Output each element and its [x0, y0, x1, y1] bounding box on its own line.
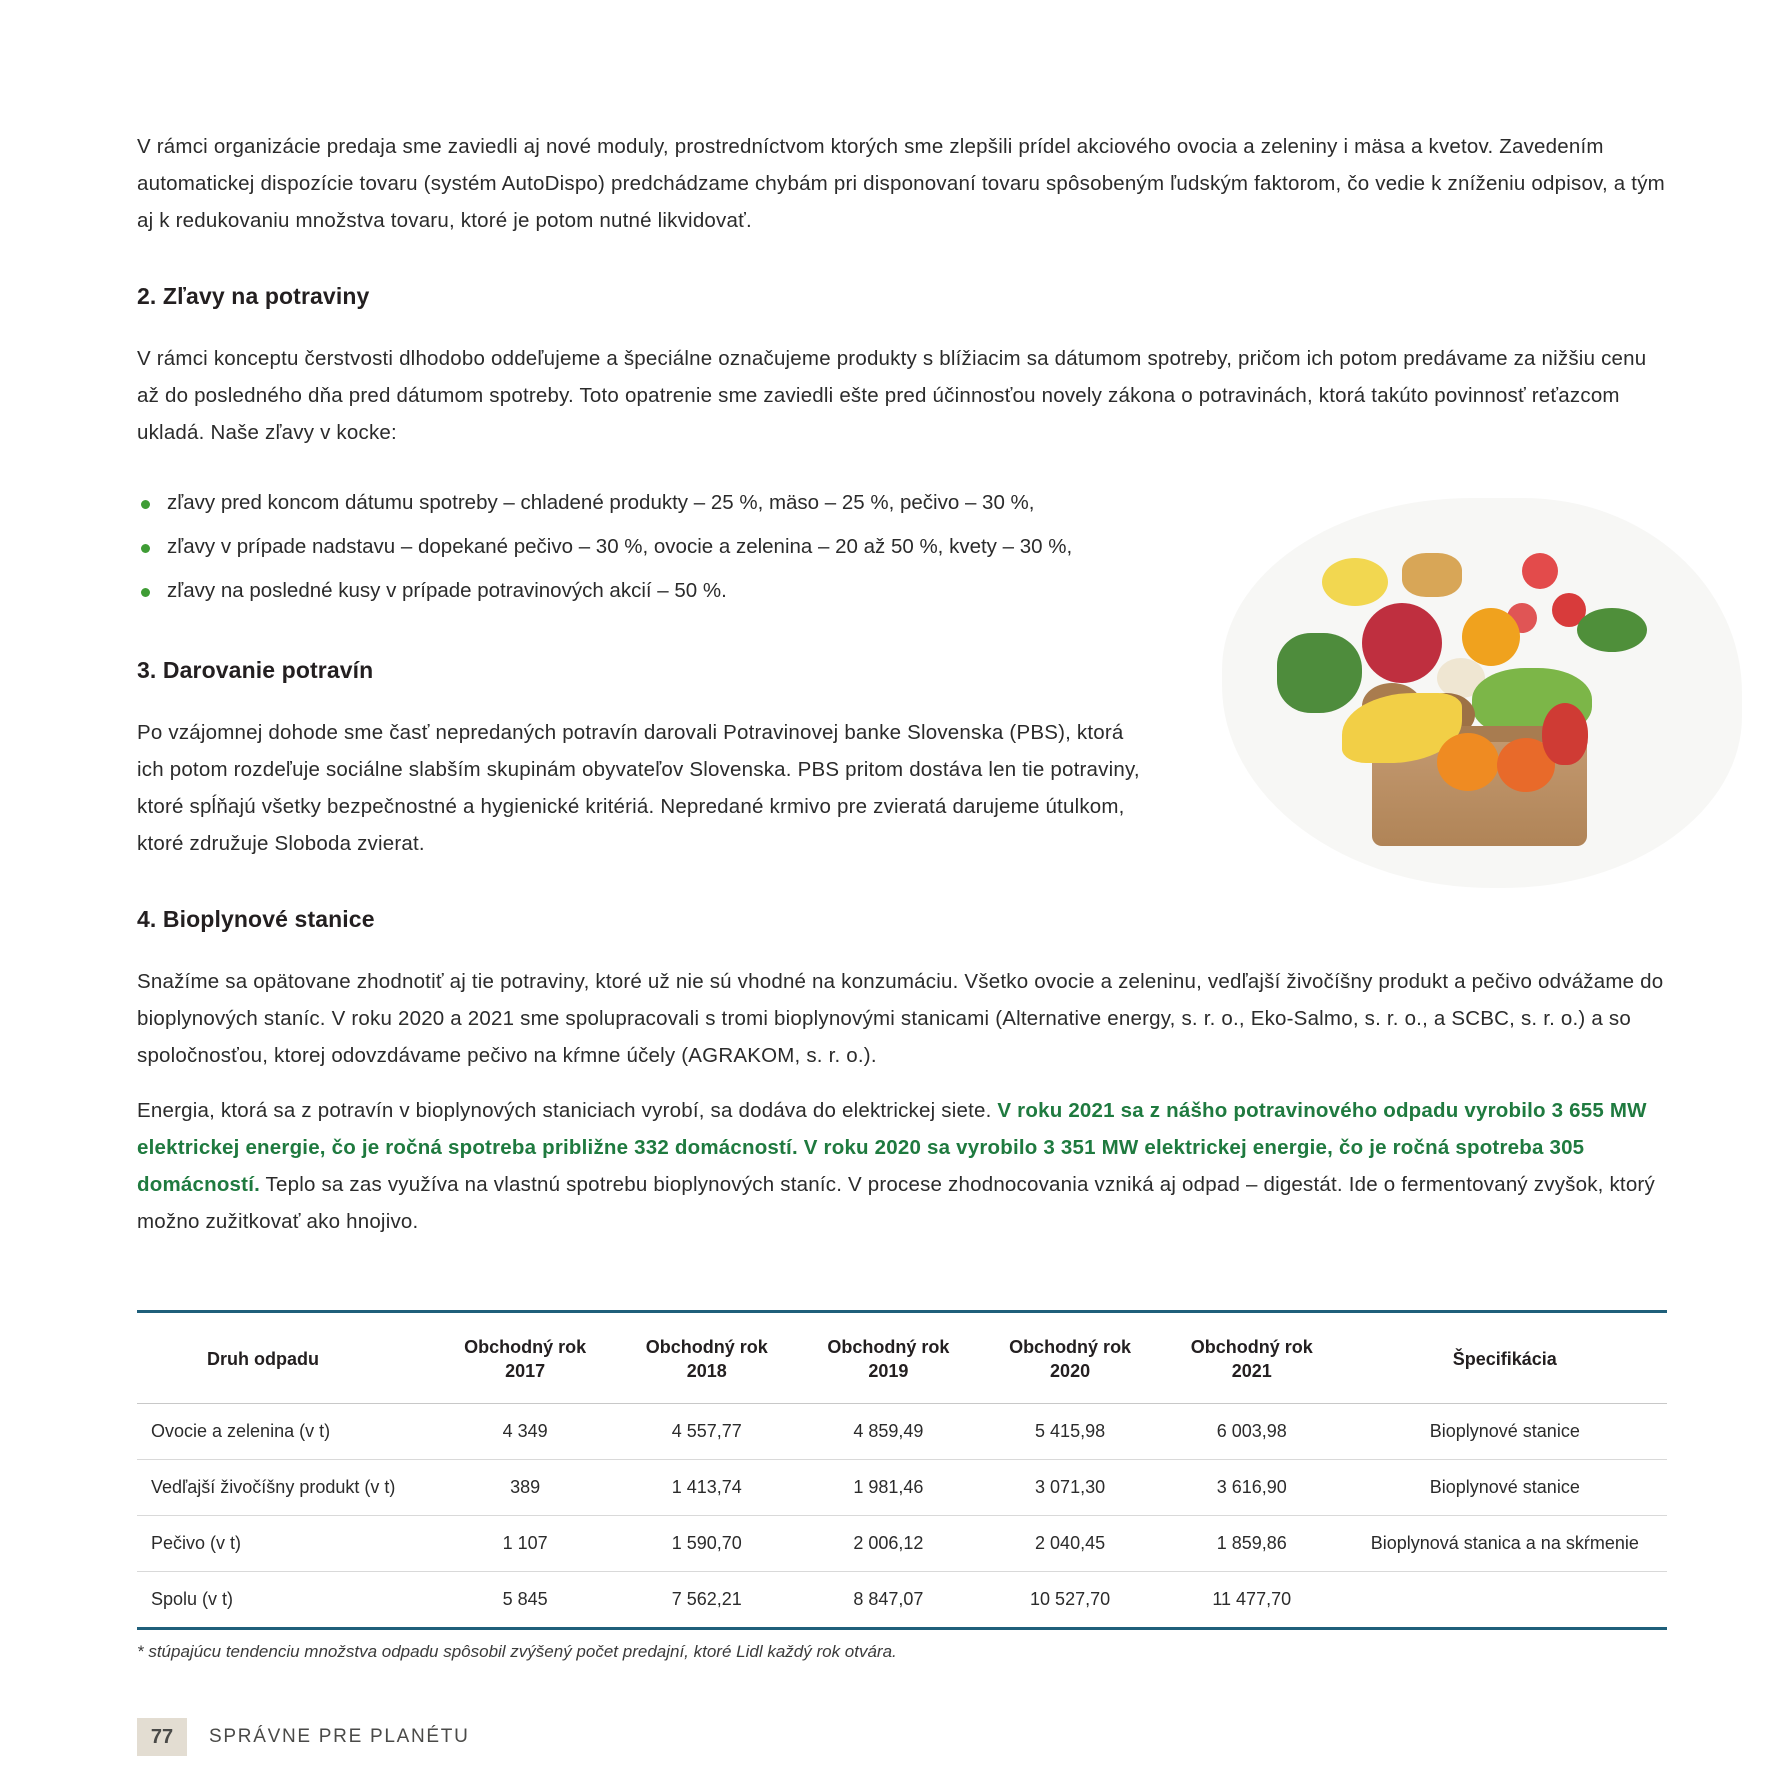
header-line-2: 2020 — [1050, 1361, 1091, 1381]
pepper-icon — [1542, 703, 1588, 765]
cell-waste-type: Vedľajší živočíšny produkt (v t) — [137, 1460, 434, 1516]
cell-specification: Bioplynové stanice — [1343, 1460, 1667, 1516]
cell-2019: 4 859,49 — [798, 1404, 980, 1460]
parsley-icon — [1277, 633, 1362, 713]
header-line-1: Obchodný rok — [645, 1337, 768, 1357]
cell-2017: 5 845 — [502, 1589, 548, 1609]
cell-2019: 1 981,46 — [798, 1460, 980, 1516]
cell-2018: 1 413,74 — [616, 1460, 798, 1516]
pomegranate-icon — [1362, 603, 1442, 683]
section-heading-discounts: 2. Zľavy na potraviny — [137, 283, 370, 309]
tomato-icon — [1522, 553, 1558, 589]
section4-paragraph-2 — [137, 1092, 1667, 1240]
cell-specification: Bioplynové stanice — [1343, 1404, 1667, 1460]
column-header-2019 — [798, 1312, 980, 1404]
list-item: zľavy pred koncom dátumu spotreby – chladené produkty – 25 %, mäso – 25 %, pečivo – 30 %, — [137, 481, 1667, 525]
cell-2021: 3 616,90 — [1161, 1460, 1343, 1516]
section3-paragraph: Po vzájomnej dohode sme časť nepredaných potravín darovali Potravinovej banke Slovenska (PBS), ktorá ich potom rozdeľuje sociálne slabším skupinám obyvateľov Slovenska. PBS pritom dostáva len tie potraviny, ktoré spĺňajú všetky bezpečnostné a hygienické kritériá. Nepredané krmivo pre zvieratá darujeme útulkom, ktoré združuje Sloboda zvierat. — [137, 721, 1140, 855]
cell-waste-type: Ovocie a zelenina (v t) — [137, 1404, 434, 1460]
page-footer — [137, 1718, 470, 1756]
header-line-1: Obchodný rok — [464, 1337, 587, 1357]
column-header-2020 — [979, 1312, 1161, 1404]
cell-2017: 4 349 — [434, 1404, 616, 1460]
fruit-vegetables-photo — [1222, 498, 1742, 888]
footer-section-label: SPRÁVNE PRE PLANÉTU — [209, 1726, 470, 1747]
highlighted-statistic: V roku 2021 sa z nášho potravinového odpadu vyrobilo 3 655 MW elektrickej energie, čo je ročná spotreba približne 332 domácností. V roku 2020 sa vyrobilo 3 351 MW elektrickej energie, čo je ročná spotreba 305 domácností. — [137, 1099, 1647, 1196]
cell-2021: 1 859,86 — [1161, 1516, 1343, 1572]
paragraph-text-tail: Teplo sa zas využíva na vlastnú spotrebu bioplynových staníc. V procese zhodnocovania vzniká aj odpad – digestát. Ide o fermentovaný zvyšok, ktorý možno zužitkovať ako hnojivo. — [137, 1173, 1655, 1233]
cell-2018: 1 590,70 — [616, 1516, 798, 1572]
cell-waste-type: Spolu (v t) — [151, 1589, 234, 1609]
cell-2018: 7 562,21 — [671, 1589, 742, 1609]
cell-specification — [1343, 1572, 1667, 1628]
cell-2020: 10 527,70 — [1030, 1589, 1111, 1609]
header-line-1: Obchodný rok — [827, 1337, 950, 1357]
cell-2020: 3 071,30 — [979, 1460, 1161, 1516]
cell-2018: 4 557,77 — [616, 1404, 798, 1460]
table-row — [137, 1404, 1667, 1460]
cell-waste-type: Pečivo (v t) — [137, 1516, 434, 1572]
section-heading-biogas: 4. Bioplynové stanice — [137, 906, 375, 932]
header-line-1: Druh odpadu — [207, 1349, 319, 1369]
waste-table-container — [137, 1310, 1667, 1630]
cell-2019: 2 006,12 — [798, 1516, 980, 1572]
cell-specification: Bioplynová stanica a na skŕmenie — [1343, 1516, 1667, 1572]
intro-paragraph: V rámci organizácie predaja sme zaviedli aj nové moduly, prostredníctvom ktorých sme zlepšili prídel akciového ovocia a zeleniny i mäsa a kvetov. Zavedením automatickej dispozície tovaru (systém AutoDispo) predchádzame chybám pri disponovaní tovaru spôsobeným ľudským faktorom, čo vedie k zníženiu odpisov, a tým aj k redukovaniu množstva tovaru, ktoré je potom nutné likvidovať. — [137, 135, 1665, 232]
column-header-2018 — [616, 1312, 798, 1404]
cell-2017: 389 — [434, 1460, 616, 1516]
section2-paragraph: V rámci konceptu čerstvosti dlhodobo oddeľujeme a špeciálne označujeme produkty s blížiacim sa dátumom spotreby, pričom ich potom predávame za nižšiu cenu až do posledného dňa pred dátumom spotreby. Toto opatrenie sme zaviedli ešte pred účinnosťou novely zákona o potravinách, ktorá takúto povinnosť reťazcom ukladá. Naše zľavy v kocke: — [137, 347, 1647, 444]
column-header-2017 — [434, 1312, 616, 1404]
section-heading-food-donation: 3. Darovanie potravín — [137, 657, 374, 683]
photo-blob-background — [1222, 498, 1742, 888]
table-row — [137, 1460, 1667, 1516]
orange-icon — [1437, 733, 1499, 791]
column-header-specification — [1343, 1312, 1667, 1404]
column-header-2021 — [1161, 1312, 1343, 1404]
table-row — [137, 1572, 1667, 1628]
header-line-1: Obchodný rok — [1190, 1337, 1313, 1357]
header-line-2: 2017 — [505, 1361, 546, 1381]
list-item: zľavy v prípade nadstavu – dopekané pečivo – 30 %, ovocie a zelenina – 20 až 50 %, kvety – 30 %, — [137, 525, 1667, 569]
table-row — [137, 1516, 1667, 1572]
cell-2019: 8 847,07 — [853, 1589, 924, 1609]
avocado-icon — [1577, 608, 1647, 652]
page-number-badge: 77 — [137, 1718, 187, 1756]
table-header-row — [137, 1312, 1667, 1404]
cell-2020: 5 415,98 — [979, 1404, 1161, 1460]
ginger-icon — [1402, 553, 1462, 597]
header-line-2: 2018 — [686, 1361, 727, 1381]
table-footnote: * stúpajúcu tendenciu množstva odpadu spôsobil zvýšený počet predajní, ktoré Lidl každý rok otvára. — [137, 1642, 897, 1661]
header-line-1: Obchodný rok — [1009, 1337, 1132, 1357]
lemon-icon — [1322, 558, 1388, 606]
cell-2021: 6 003,98 — [1161, 1404, 1343, 1460]
header-line-2: 2019 — [868, 1361, 909, 1381]
header-line-2: 2021 — [1231, 1361, 1272, 1381]
list-item: zľavy na posledné kusy v prípade potravinových akcií – 50 %. — [137, 569, 1667, 613]
cell-2017: 1 107 — [434, 1516, 616, 1572]
section4-paragraph-1: Snažíme sa opätovane zhodnotiť aj tie potraviny, ktoré už nie sú vhodné na konzumáciu. Všetko ovocie a zeleninu, vedľajší živočíšny produkt a pečivo odvážame do bioplynových staníc. V roku 2020 a 2021 sme spolupracovali s tromi bioplynovými stanicami (Alternative energy, s. r. o., Eko-Salmo, s. r. o., a SCBC, s. r. o.) a so spoločnosťou, ktorej odovzdávame pečivo na kŕmne účely (AGRAKOM, s. r. o.). — [137, 970, 1664, 1067]
header-line-1: Špecifikácia — [1452, 1349, 1557, 1369]
cell-2021: 11 477,70 — [1212, 1589, 1292, 1609]
waste-data-table — [137, 1310, 1667, 1627]
orange-icon — [1462, 608, 1520, 666]
table-bottom-rule — [137, 1627, 1667, 1630]
column-header-waste-type — [137, 1312, 434, 1404]
cell-2020: 2 040,45 — [979, 1516, 1161, 1572]
paragraph-text-lead: Energia, ktorá sa z potravín v bioplynových staniciach vyrobí, sa dodáva do elektrickej siete. — [137, 1099, 998, 1122]
